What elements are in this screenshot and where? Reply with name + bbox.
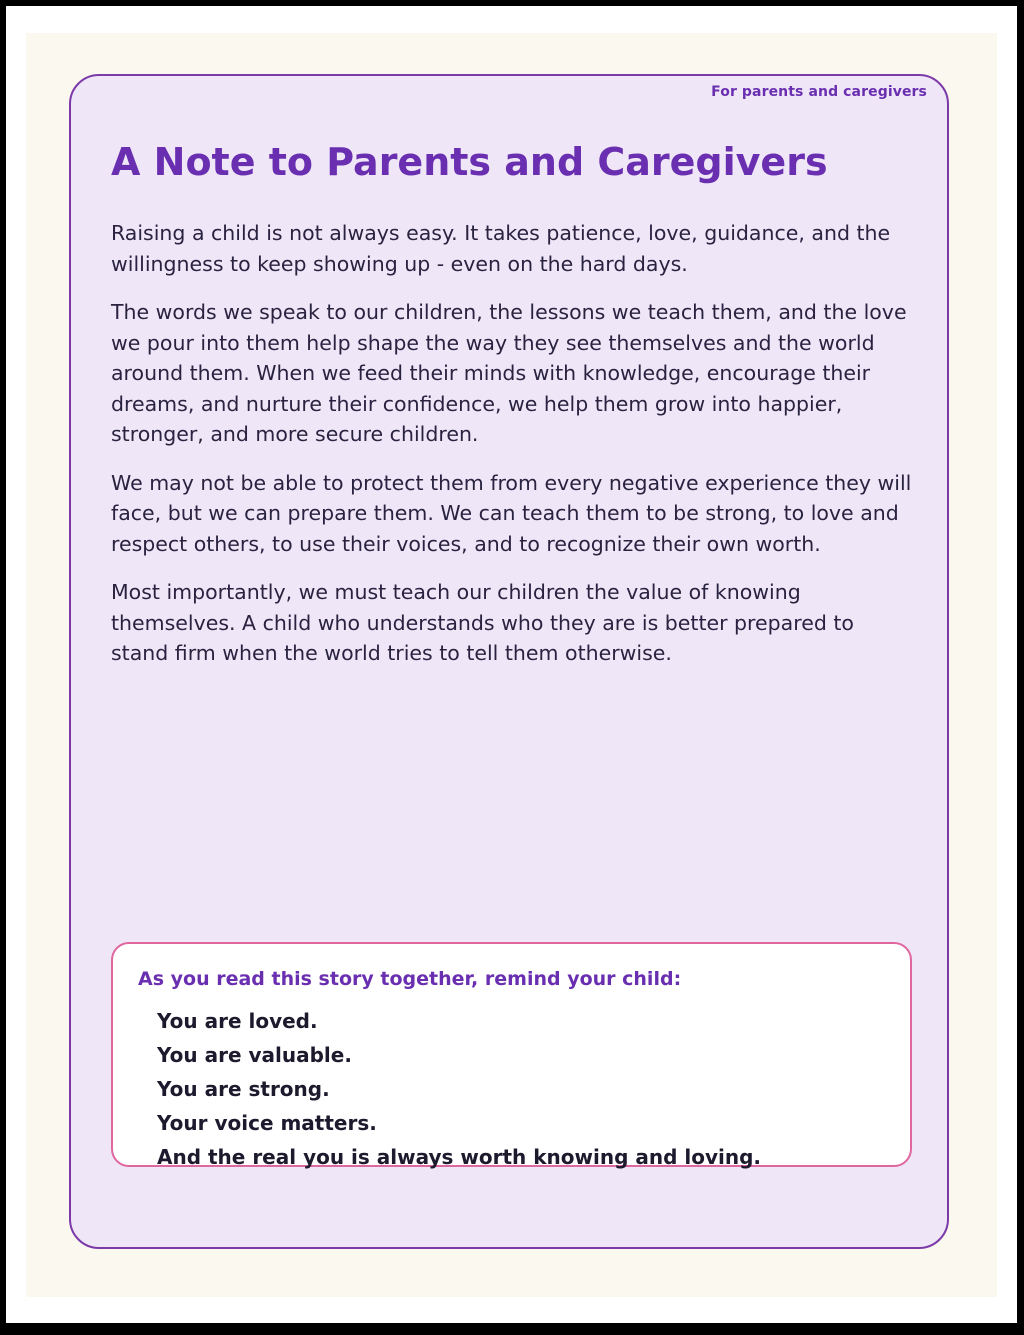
- affirmation-item: You are loved.: [157, 1009, 318, 1033]
- affirmation-item: Your voice matters.: [157, 1111, 377, 1135]
- audience-label: For parents and caregivers: [711, 84, 927, 100]
- reminder-callout: [111, 942, 912, 1167]
- callout-heading: As you read this story together, remind your child:: [138, 968, 682, 990]
- document-sheet: [6, 6, 1017, 1323]
- affirmation-list: [157, 1004, 761, 1174]
- page-title: A Note to Parents and Caregivers: [111, 140, 828, 184]
- paragraph: Raising a child is not always easy. It takes patience, love, guidance, and the willingness to keep showing up - even on the hard days.: [111, 221, 891, 276]
- paragraph: We may not be able to protect them from every negative experience they will face, but we can prepare them. We can teach them to be strong, to love and respect others, to use their voices, and to recognize their own worth.: [111, 470, 912, 556]
- affirmation-item: You are strong.: [157, 1077, 330, 1101]
- paragraph: Most importantly, we must teach our children the value of knowing themselves. A child who understands who they are is better prepared to stand firm when the world tries to tell them otherwise.: [111, 580, 854, 665]
- page: [26, 33, 997, 1297]
- note-card: [69, 74, 949, 1249]
- paragraph: The words we speak to our children, the lessons we teach them, and the love we pour into them help shape the way they see themselves and the world around them. When we feed their minds with knowledge, encourage their dreams, and nurture their confidence, we help them grow into happier, stronger, and more secure children.: [111, 300, 907, 446]
- affirmation-item: You are valuable.: [157, 1043, 352, 1067]
- affirmation-item: And the real you is always worth knowing and loving.: [157, 1145, 762, 1169]
- note-body: [111, 218, 916, 687]
